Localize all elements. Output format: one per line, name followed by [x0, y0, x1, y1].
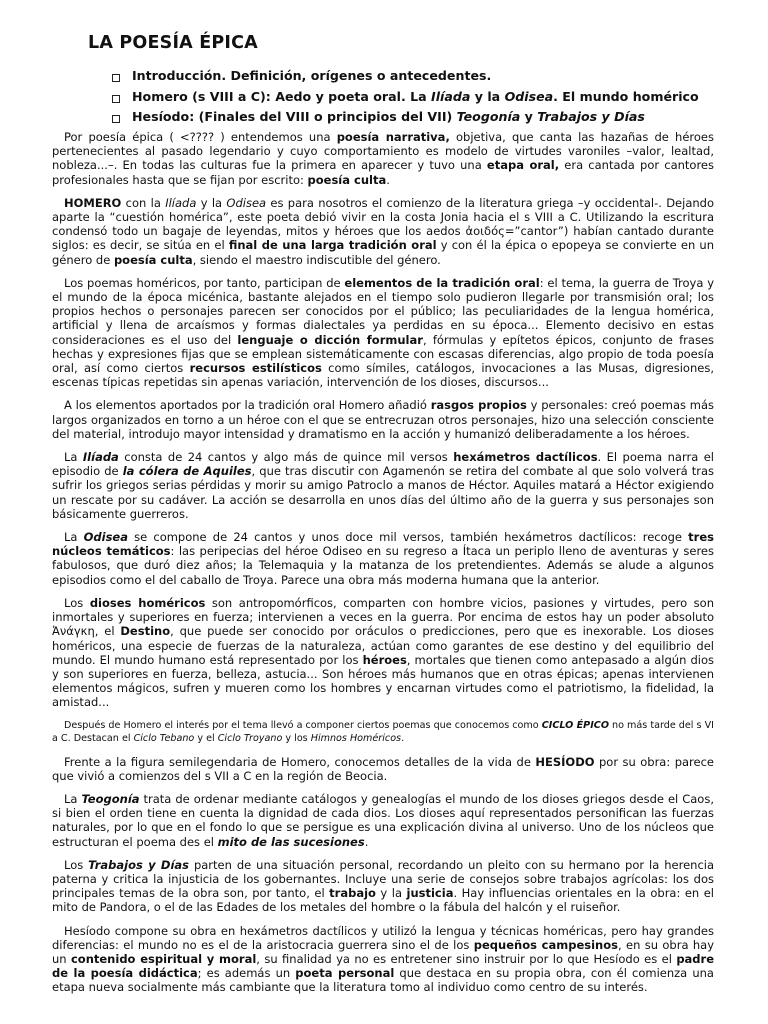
text-run: . Hay influencias orientales en la obra: en el mito de Pandora, o el de las Edades de los metales del hombre o la fábula del halcón y el ruiseñor.	[52, 886, 715, 915]
topic-item	[110, 66, 699, 87]
bold-term: Teogonía	[81, 791, 140, 806]
text-run: parten de una situación personal, recordando un pleito con su hermano por la herencia paterna y critica la injusticia de los gobernantes. Incluye una serie de consejos sobre trabajos agrícolas: los dos principales temas de la obra son, por tanto, el	[52, 857, 715, 901]
topic-text	[132, 109, 645, 124]
page-title: LA POESÍA ÉPICA	[88, 33, 258, 53]
bold-term: etapa oral,	[486, 158, 560, 173]
bold-term: HESÍODO	[535, 754, 595, 769]
text-run: Después de Homero el interés por el tema llevó a componer ciertos poemas que conocemos como	[64, 719, 542, 731]
text-run: trata de ordenar mediante catálogos y genealogías el mundo de los dioses griegos desde el Caos, si bien el orden tiene en cuenta la dignidad de cada dios. Los dioses aquí representados personifican las fuerzas naturales, por lo que en el fondo lo que se persigue es una explicación divina al universo. Uno de los núcleos que estructuran el poema des el	[52, 791, 714, 849]
bold-term: pequeños campesinos	[473, 937, 618, 952]
bold-term: trabajo	[329, 886, 376, 901]
paragraph-iliada	[52, 450, 714, 521]
text-run: , mortales que tienen como antepasado a algún dios y son superiores en fuerza, belleza, astucia... Son héroes más humanos que en otras épicas; apenas intervienen elementos mágicos, sufren y mueren como los hombres y encarnan virtudes como el patriotismo, la fidelidad, la amistad...	[52, 652, 714, 710]
bold-term: HOMERO	[64, 195, 122, 210]
bold-term: poesía culta	[113, 252, 193, 267]
bold-term: tres núcleos temáticos	[52, 530, 714, 559]
text-run: es para nosotros el comienzo de la literatura griega –y occidental-. Dejando aparte la “cuestión homérica”, este poeta debió vivir en la costa Jonia hacia el s VIII a C. Utilizando la escritura condensó todo un bagaje de leyendas, mitos y héroes que los aedos ἀοιδός=”cantor”) habían cantado durante siglos: es decir, se sitúa en el	[52, 195, 714, 253]
paragraph-hesiodo	[52, 755, 714, 783]
italic-term: Ciclo Troyano	[217, 733, 283, 745]
text-run: que destaca en su propia obra, con él comienza una etapa nueva socialmente más cambiante que la literatura tomo al individuo como centro de su interés.	[52, 966, 714, 995]
text-run: y los	[282, 733, 311, 745]
paragraph-dioses	[52, 596, 714, 710]
bold-term: lenguaje o dicción formular	[237, 332, 423, 347]
emphasis-text: Odisea	[504, 88, 554, 104]
text-run: .	[364, 834, 369, 849]
topic-text-segment: Introducción. Definición, orígenes o antecedentes.	[132, 68, 492, 83]
text-run: y personales: creó poemas más largos organizados en torno a un héroe con el que se entrecruzan otros personajes, hizo una selección consciente del material, introdujo mayor intensidad y dramatismo en la acción y humanizó deliberadamente a los héroes.	[52, 398, 715, 441]
text-run: La	[64, 450, 83, 465]
text-run: La	[64, 791, 82, 806]
text-run: y el	[194, 733, 218, 745]
emphasis-text: Teogonía	[456, 109, 521, 124]
topic-text-segment: y	[520, 109, 538, 124]
text-run: , siendo el maestro indiscutible del género.	[192, 252, 441, 267]
topic-item	[110, 107, 699, 128]
topic-text-segment: . El mundo homérico	[553, 88, 699, 104]
bold-term: la cólera de Aquiles	[122, 464, 252, 479]
text-run: se compone de 24 cantos y unos doce mil versos, también hexámetros dactílicos: recoge	[127, 530, 689, 545]
text-run: son antropomórficos, comparten con hombre vicios, pasiones y virtudes, pero son inmortales y superiores en fuerza; intervienen a veces en la guerra. Por encima de estos hay un poder absoluto Ἀνάγκη, el	[52, 595, 715, 639]
text-run: : las peripecias del héroe Odiseo en su regreso a Ítaca un periplo lleno de aventuras y seres fabulosos, que duró diez años; la Telemaquia y la matanza de los pretendientes. Además se alude a algunos episodios como el del caballo de Troya. Parece una obra más moderna humana que la anterior.	[52, 544, 714, 587]
paragraph-rasgos-propios	[52, 398, 714, 441]
bold-term: rasgos propios	[430, 398, 527, 413]
topic-text	[132, 68, 491, 83]
bold-term: Ilíada	[82, 450, 119, 465]
paragraph-tradicion-oral	[52, 276, 714, 390]
italic-term: Himnos Homéricos	[310, 733, 402, 745]
text-run: no más tarde del s VI a C. Destacan el	[52, 719, 714, 745]
text-run: .	[386, 172, 390, 187]
text-run: era cantada por cantores profesionales hasta que se fijan por escrito:	[52, 158, 714, 187]
paragraph-ciclo-epico	[52, 719, 714, 746]
bold-term: poeta personal	[295, 966, 395, 981]
checkbox-bullet-icon	[112, 115, 120, 123]
text-run: y con él la épica o epopeya se convierte en un género de	[52, 238, 715, 267]
topic-text-segment: y la	[470, 88, 505, 104]
emphasis-text: Ilíada	[431, 88, 471, 104]
bold-term: mito de las sucesiones	[217, 834, 365, 849]
bold-term: justicia	[406, 886, 454, 901]
italic-term: Ilíada	[165, 195, 197, 210]
topic-text-segment: Homero (s VIII a C): Aedo y poeta oral. La	[132, 88, 432, 104]
text-run: Frente a la figura semilegendaria de Homero, conocemos detalles de la vida de	[64, 754, 536, 769]
topic-text-segment: Hesíodo: (Finales del VIII o principios del VII)	[132, 109, 457, 124]
bold-term: recursos estilísticos	[189, 361, 322, 376]
bold-term: padre de la poesía didáctica	[52, 951, 715, 981]
text-run: A los elementos aportados por la tradición oral Homero añadió	[64, 398, 431, 413]
text-run: Por poesía épica ( <???? ) entendemos una	[64, 130, 337, 144]
bold-term: hexámetros dactílicos	[453, 450, 598, 465]
paragraph-definicion	[52, 130, 714, 187]
text-run: consta de 24 cantos y algo más de quince mil versos	[118, 450, 454, 465]
topic-list	[110, 66, 699, 128]
document-body	[52, 130, 714, 1004]
bold-term: héroes	[362, 652, 407, 667]
bold-term: contenido espiritual y moral	[70, 951, 257, 966]
text-run: ; es además un	[197, 966, 296, 981]
bold-term: poesía culta	[307, 172, 387, 187]
paragraph-hesiodo-obra	[52, 924, 714, 995]
checkbox-bullet-icon	[112, 74, 120, 82]
paragraph-trabajos-dias	[52, 858, 714, 915]
bold-term: Odisea	[83, 530, 128, 545]
text-run: Los poemas homéricos, por tanto, participan de	[64, 275, 345, 290]
text-run: La	[64, 530, 84, 545]
text-run: , que tras discutir con Agamenón se retira del combate al que solo volverá tras sufrir los griegos serias pérdidas y morir su amigo Patroclo a manos de Héctor. Aquiles matará a Héctor exigiendo un rescate por su cadáver. La acción se desarrolla en unos días del último año de la guerra y sus personajes son básicamente guerreros.	[52, 464, 714, 521]
text-run: con la	[121, 195, 166, 210]
bold-term: elementos de la tradición oral	[344, 275, 540, 290]
topic-item	[110, 87, 699, 108]
text-run: Los	[64, 595, 90, 610]
text-run: Hesíodo compone su obra en hexámetros dactílicos y utilizó la lengua y técnicas homéricas, pero hay grandes diferencias: el mundo no es el de la aristocracia guerrera sino el de los	[52, 923, 714, 952]
paragraph-teogonia	[52, 792, 714, 849]
text-run: y la	[196, 195, 227, 210]
bold-term: dioses homéricos	[89, 595, 206, 610]
text-run: , en su obra hay un	[52, 937, 715, 966]
text-run: por su obra: parece que vivió a comienzos del s VII a C en la región de Beocia.	[52, 754, 714, 783]
paragraph-homero	[52, 196, 714, 267]
bold-term: Trabajos y Días	[88, 857, 190, 872]
text-run: : el tema, la guerra de Troya y el mundo de la época micénica, bastante alejados en el tiempo solo pudieron llegarle por transmisión oral; los propios hechos o personajes parecen ser conocidos por el público; las peculiaridades de la lengua homérica, artificial y llena de arcaísmos y formas dialectales ya perdidas en su época... Elemento decisivo en estas consideraciones es el uso del	[52, 275, 714, 347]
text-run: , fórmulas y epítetos épicos, conjunto de frases hechas y expresiones fijas que se emplean sistemáticamente con escasas diferencias, algo propio de toda poesía oral, así como ciertos	[52, 332, 715, 376]
bold-term: poesía narrativa,	[336, 130, 450, 144]
text-run: y la	[375, 886, 407, 901]
text-run: como símiles, catálogos, invocaciones a las Musas, digresiones, escenas típicas repetidas sin apenas variación, intervención de los dioses, discursos...	[52, 361, 714, 390]
bold-term: final de una larga tradición oral	[228, 238, 437, 253]
text-run: , su finalidad ya no es entretener sino instruir por lo que Hesíodo es el	[256, 951, 677, 966]
text-run: objetiva, que canta las hazañas de héroes pertenecientes al pasado legendario y cuyo comportamiento es modelo de virtudes varoniles –valor, lealtad, nobleza...–. En todas las culturas fue la primera en aparecer y tuvo una	[52, 130, 714, 173]
paragraph-odisea	[52, 530, 714, 587]
text-run: Los	[64, 857, 89, 872]
text-run: . El poema narra el episodio de	[52, 450, 714, 479]
bold-term: CICLO ÉPICO	[541, 719, 609, 731]
text-run: .	[401, 733, 405, 745]
italic-term: Ciclo Tebano	[133, 733, 195, 745]
text-run: , que puede ser conocido por oráculos o predicciones, pero que es inexorable. Los dioses homéricos, una especie de fuerzas de la naturaleza, actúan como garantes de ese destino y del equilibrio del mundo. El mundo humano está representado por los	[52, 624, 714, 667]
italic-term: Odisea	[226, 195, 267, 210]
bold-term: Destino	[120, 624, 171, 639]
topic-text	[132, 89, 699, 104]
emphasis-text: Trabajos y Días	[537, 109, 645, 124]
checkbox-bullet-icon	[112, 95, 120, 103]
